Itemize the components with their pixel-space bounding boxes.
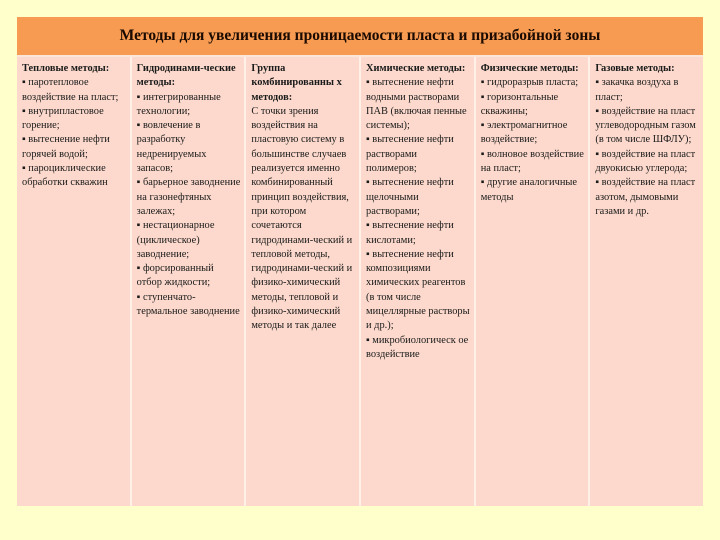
column-heading: Гидродинами-ческие методы: [136,63,236,89]
list-item: ▪ вытеснение нефти кислотами; [366,220,454,246]
table-body [17,57,703,506]
list-item: ▪ воздействие на пласт двуокисью углерода; [595,148,696,175]
list-item: ▪ другие аналогичные методы [480,177,577,203]
methods-table [17,17,703,506]
list-item: ▪ форсированный отбор жидкости; [136,263,214,289]
list-item: ▪ паротепловое воздействие на пласт; [22,77,119,103]
list-item: ▪ электромагнитное воздействие; [480,120,568,146]
list-item: ▪ нестационарное (циклическое) заводнение; [136,220,215,260]
list-item: ▪ пароциклические обработки скважин [22,163,108,189]
column-heading: Физические методы: [480,63,579,74]
list-item: ▪ вытеснение нефти композициями химических реагентов (в том числе мицеллярные растворы и др.); [366,248,470,332]
column-gas-methods [590,57,703,506]
list-item: ▪ вовлечение в разработку недренируемых запасов; [136,120,207,175]
column-heading: Тепловые методы: [22,63,110,74]
column-chemical-methods [361,57,474,506]
list-item: ▪ интегрированные технологии; [136,91,221,117]
column-thermal-methods [17,57,130,506]
list-item: ▪ гидроразрыв пласта; [480,77,579,89]
column-physical-methods [476,57,589,506]
column-heading: Группа комбинированны х методов: [251,63,342,103]
table-title: Методы для увеличения проницаемости пласта и призабойной зоны [119,27,601,44]
table-header [17,17,703,55]
list-item: ▪ вытеснение нефти водными растворами ПАВ (включая пенные системы); [366,77,467,132]
list-item: ▪ горизонтальные скважины; [480,91,559,117]
list-item: ▪ волновое воздействие на пласт; [480,148,584,175]
column-heading: Химические методы: [366,63,466,74]
list-item: ▪ закачка воздуха в пласт; [595,77,679,103]
column-heading: Газовые методы: [595,63,675,74]
column-hydrodynamic-methods [132,57,245,506]
list-item: ▪ микробиологическ ое воздействие [366,334,469,360]
column-combined-methods [246,57,359,506]
list-item: ▪ внутрипластовое горение; [22,105,104,132]
list-item: ▪ барьерное заводнение на газонефтяных залежах; [136,177,241,217]
list-item: ▪ вытеснение нефти горячей водой; [22,134,110,160]
list-item: ▪ воздействие на пласт углеводородным газом (в том числе ШФЛУ); [595,105,696,146]
list-item: ▪ воздействие на пласт азотом, дымовыми газами и др. [595,177,696,217]
list-item: ▪ ступенчато-термальное заводнение [136,291,240,318]
list-item: ▪ вытеснение нефти щелочными растворами; [366,177,454,217]
list-item: ▪ вытеснение нефти растворами полимеров; [366,134,454,175]
list-item: С точки зрения воздействия на пластовую систему в большинстве случаев реализуется именно комбинированный принцип воздействия, при котором сочетаются гидродинами-ческий и тепловой методы, гидродинами-ческий и физико-химический методы, тепловой и физико-химический методы и так далее [251,105,353,332]
